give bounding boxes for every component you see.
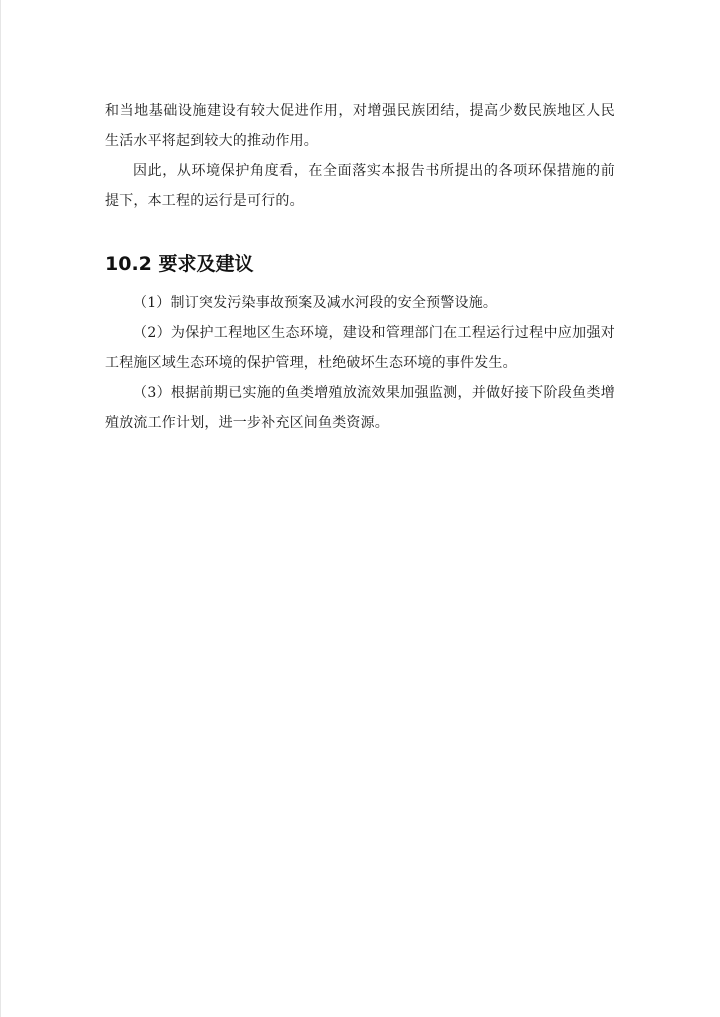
section-title: 要求及建议 — [158, 253, 254, 275]
section-heading — [105, 250, 615, 278]
document-body — [105, 96, 615, 438]
list-item: （1）制订突发污染事故预案及减水河段的安全预警设施。 — [133, 295, 498, 311]
paragraph-continuation: 和当地基础设施建设有较大促进作用，对增强民族团结，提高少数民族地区人民生活水平将起到较大的推动作用。 — [105, 103, 615, 149]
list-item: （2）为保护工程地区生态环境，建设和管理部门在工程运行过程中应加强对工程施区域生态环境的保护管理，杜绝破坏生态环境的事件发生。 — [105, 325, 615, 371]
page-edge-divider — [0, 0, 1, 1017]
paragraph-conclusion: 因此，从环境保护角度看，在全面落实本报告书所提出的各项环保措施的前提下，本工程的运行是可行的。 — [105, 163, 615, 209]
section-number: 10.2 — [105, 253, 152, 275]
list-item: （3）根据前期已实施的鱼类增殖放流效果加强监测，并做好接下阶段鱼类增殖放流工作计划，进一步补充区间鱼类资源。 — [105, 385, 615, 431]
